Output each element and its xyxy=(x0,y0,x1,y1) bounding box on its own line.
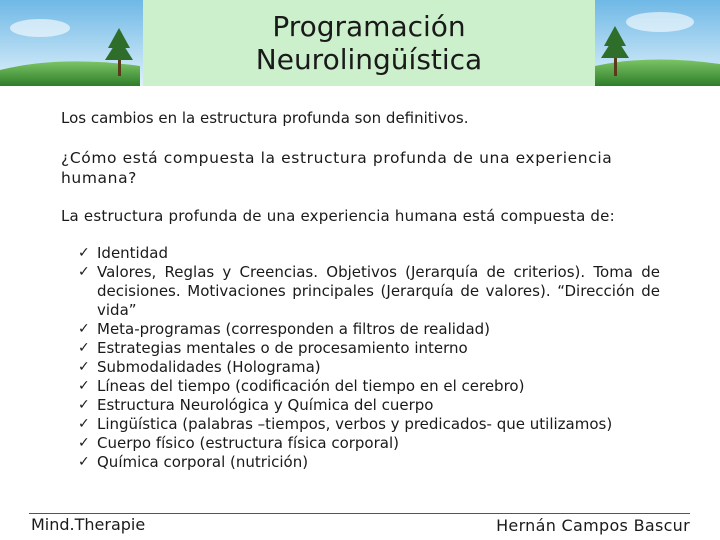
checkmark-icon: ✓ xyxy=(78,340,90,356)
list-item: ✓ Estrategias mentales o de procesamiento interno xyxy=(78,339,468,357)
list-item: ✓ Líneas del tiempo (codificación del tiempo en el cerebro) xyxy=(78,377,525,395)
footer-divider xyxy=(29,513,690,514)
checkmark-icon: ✓ xyxy=(78,454,90,470)
list-item: ✓ Cuerpo físico (estructura física corporal) xyxy=(78,434,399,452)
list-item: ✓ Estructura Neurológica y Química del cuerpo xyxy=(78,396,434,414)
list-item: ✓ Meta-programas (corresponden a filtros de realidad) xyxy=(78,320,491,338)
list-item: ✓ Lingüística (palabras –tiempos, verbos y predicados- que utilizamos) xyxy=(78,415,613,433)
footer-author: Hernán Campos Bascur xyxy=(496,516,690,535)
paragraph-intro: La estructura profunda de una experiencia humana está compuesta de: xyxy=(61,207,615,225)
checkmark-icon: ✓ xyxy=(78,416,90,432)
title-line-2: Neurolingüística xyxy=(255,43,483,76)
list-item: ✓ Valores, Reglas y Creencias. Objetivos (Jerarquía de criterios). Toma de decisiones. Motivaciones principales (Jerarquía de valores). “Dirección de vida” xyxy=(78,263,660,319)
header-banner xyxy=(0,0,720,86)
checkmark-icon: ✓ xyxy=(78,245,90,261)
paragraph-question: ¿Cómo está compuesta la estructura profunda de una experiencia humana? xyxy=(61,149,613,187)
checklist xyxy=(78,244,660,472)
checkmark-icon: ✓ xyxy=(78,435,90,451)
page-title xyxy=(143,0,595,86)
list-item: ✓ Submodalidades (Holograma) xyxy=(78,358,321,376)
list-item: ✓ Química corporal (nutrición) xyxy=(78,453,309,471)
list-item: ✓ Identidad xyxy=(78,244,168,262)
checkmark-icon: ✓ xyxy=(78,359,90,375)
checkmark-icon: ✓ xyxy=(78,321,90,337)
checkmark-icon: ✓ xyxy=(78,397,90,413)
checkmark-icon: ✓ xyxy=(78,378,90,394)
title-line-1: Programación xyxy=(272,10,466,43)
footer-brand: Mind.Therapie xyxy=(31,515,146,534)
checkmark-icon: ✓ xyxy=(78,264,90,280)
paragraph-statement: Los cambios en la estructura profunda son definitivos. xyxy=(61,109,469,127)
main-content xyxy=(61,108,661,472)
